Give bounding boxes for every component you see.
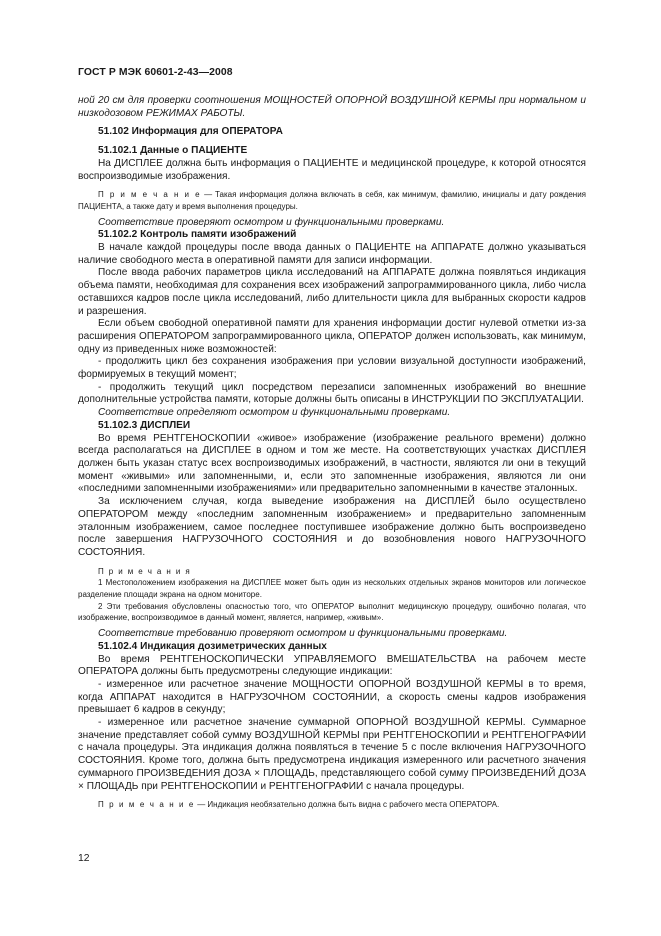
paragraph-displays-2: За исключением случая, когда выведение изображения на ДИСПЛЕЙ было осуществлено ОПЕРАТОРОМ между «последним запомненным изображением» и предварительно запомненным эталонным изображением, самое последнее поступившее изображение должно быть воспроизведено после завершения НАГРУЗОЧНОГО СОСТОЯНИЯ и до возобновления нового НАГРУЗОЧНОГО СОСТОЯНИЯ. — [78, 496, 586, 558]
note-item-1: 1 Местоположением изображения на ДИСПЛЕЕ может быть один из нескольких отдельных экранов мониторов или логическое разделение площади экрана на одном мониторе. — [78, 578, 586, 600]
paragraph-memory-2: После ввода рабочих параметров цикла исследований на АППАРАТЕ должна появляться индикация объема памяти, необходимая для сохранения всех изображений запрограммированного цикла, либо числа оставшихся кадров после цикла исследований, либо длительности цикла для выбранных скорости кадров и разрешения. — [78, 267, 586, 317]
paragraph-patient-data: На ДИСПЛЕЕ должна быть информация о ПАЦИЕНТЕ и медицинской процедуре, к которой относятся воспроизводимые изображения. — [78, 157, 586, 182]
section-heading-51-102: 51.102 Информация для ОПЕРАТОРА — [98, 126, 283, 138]
note-label: П р и м е ч а н и е — [98, 800, 195, 810]
compliance-text: Соответствие определяют осмотром и функциональными проверками. — [98, 407, 451, 419]
list-item-memory-1: - продолжить цикл без сохранения изображения при условии визуальной доступности изображений, формируемых в текущий момент; — [78, 356, 586, 381]
paragraph-displays-1: Во время РЕНТГЕНОСКОПИИ «живое» изображение (изображение реального времени) должно всегда располагаться на ДИСПЛЕЕ в одном и том же месте. На соответствующих участках ДИСПЛЕЯ должен быть указан статус всех воспроизводимых изображений, в частности, являются ли они в текущий момент «живыми» или запомненными, и, если это запомненные изображения, являются ли они «последними запомненными изображениями» или предварительно запомненными в качестве эталонных. — [78, 432, 586, 495]
note-label: П р и м е ч а н и е — [98, 190, 202, 200]
note-text: — Индикация необязательно должна быть видна с рабочего места ОПЕРАТОРА. — [194, 800, 500, 810]
compliance-text: Соответствие требованию проверяют осмотром и функциональными проверками. — [98, 628, 508, 640]
continuation-paragraph: ной 20 см для проверки соотношения МОЩНОСТЕЙ ОПОРНОЙ ВОЗДУШНОЙ КЕРМЫ при нормальном и низкодозовом РЕЖИМАХ РАБОТЫ. — [78, 95, 586, 119]
notes-label: П р и м е ч а н и я — [98, 566, 192, 576]
note-patient — [78, 189, 586, 212]
paragraph-memory-3: Если объем свободной оперативной памяти для хранения информации достиг нулевой отметки из-за расширения ОПЕРАТОРОМ запрограммированного цикла, ОПЕРАТОР должен использовать, как минимум, одну из приведенных ниже возможностей: — [78, 318, 586, 355]
paragraph-memory-1: В начале каждой процедуры после ввода данных о ПАЦИЕНТЕ на АППАРАТЕ должно указываться наличие свободного места в оперативной памяти для записи информации. — [78, 242, 586, 266]
document-header: ГОСТ Р МЭК 60601-2-43—2008 — [78, 67, 233, 78]
note-item-2: 2 Эти требования обусловлены опасностью того, что ОПЕРАТОР выполнит медицинскую процедуру, ошибочно полагая, что изображение, воспроизводимое в данный момент, является, например, «живым». — [78, 601, 586, 623]
document-body — [78, 95, 586, 815]
subsection-heading-51-102-3: 51.102.3 ДИСПЛЕИ — [98, 419, 191, 431]
compliance-text: Соответствие проверяют осмотром и функциональными проверками. — [98, 216, 445, 228]
subsection-heading-51-102-2: 51.102.2 Контроль памяти изображений — [98, 229, 297, 241]
page-number: 12 — [78, 853, 90, 864]
subsection-heading-51-102-4: 51.102.4 Индикация дозиметрических данных — [98, 640, 327, 652]
list-item-dose-1: - измеренное или расчетное значение МОЩНОСТИ ОПОРНОЙ ВОЗДУШНОЙ КЕРМЫ в то время, когда АППАРАТ находится в НАГРУЗОЧНОМ СОСТОЯНИИ, а скорость смены кадров изображения превышает 6 кадров в секунду; — [78, 678, 586, 716]
paragraph-dose-1: Во время РЕНТГЕНОСКОПИЧЕСКИ УПРАВЛЯЕМОГО ВМЕШАТЕЛЬСТВА на рабочем месте ОПЕРАТОРА должны быть предусмотрены следующие индикации: — [78, 653, 586, 678]
note-dose — [78, 799, 586, 811]
subsection-heading-51-102-1: 51.102.1 Данные о ПАЦИЕНТЕ — [98, 145, 248, 157]
list-item-dose-2: - измеренное или расчетное значение суммарной ОПОРНОЙ ВОЗДУШНОЙ КЕРМЫ. Суммарное значение представляет собой сумму ВОЗДУШНОЙ КЕРМЫ при РЕНТГЕНОСКОПИИ и РЕНТГЕНОГРАФИИ с начала процедуры. Эта индикация должна появляться в течение 5 с после включения НАГРУЗОЧНОГО СОСТОЯНИЯ. Кроме того, должна быть предусмотрена индикация измеренного или расчетного значения суммарного ПРОИЗВЕДЕНИЯ ДОЗА × ПЛОЩАДЬ, представляющего собой сумму ПРОИЗВЕДЕНИЙ ДОЗА × ПЛОЩАДЬ при РЕНТГЕНОСКОПИИ и РЕНТГЕНОГРАФИИ с начала процедуры. — [78, 717, 586, 792]
list-item-memory-2: - продолжить текущий цикл посредством перезаписи запомненных изображений во внешние дополнительные устройства памяти, которые должны быть описаны в ИНСТРУКЦИИ ПО ЭКСПЛУАТАЦИИ. — [78, 381, 586, 406]
note-text: — Такая информация должна включать в себя, как минимум, фамилию, инициалы и дату рождения ПАЦИЕНТА, а также дату и время выполнения процедуры. — [78, 190, 587, 211]
